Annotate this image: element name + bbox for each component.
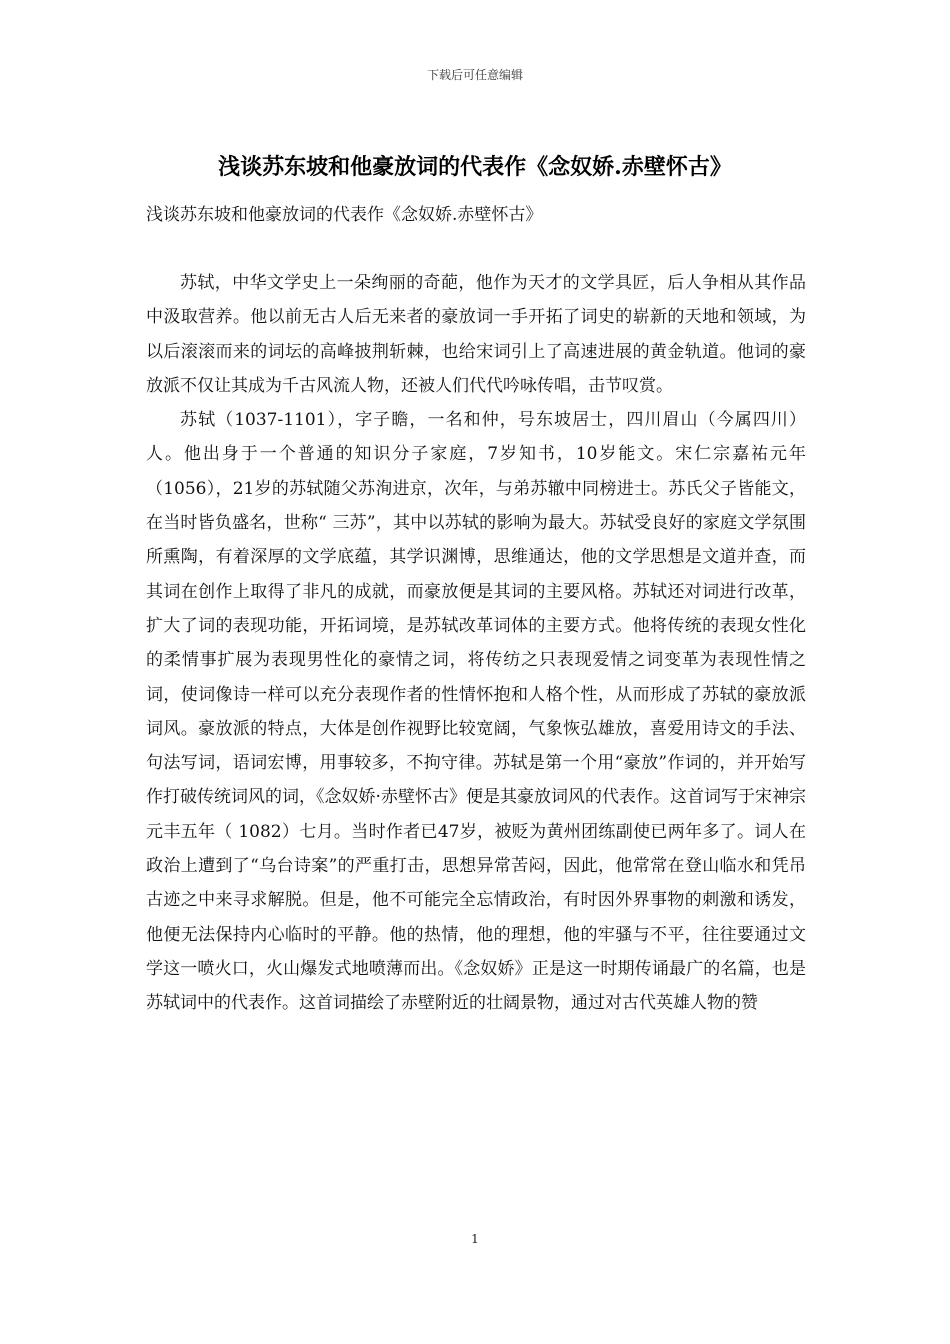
document-body [146, 266, 806, 1021]
document-subtitle: 浅谈苏东坡和他豪放词的代表作《念奴娇.赤壁怀古》 [146, 205, 543, 225]
page-number: 1 [471, 1232, 479, 1246]
paragraph-1: 苏轼，中华文学史上一朵绚丽的奇葩，他作为天才的文学具匠，后人争相从其作品中汲取营养。他以前无古人后无来者的豪放词一手开拓了词史的崭新的天地和领域，为以后滚滚而来的词坛的高峰披荆斩棘，也给宋词引上了高速进展的黄金轨道。他词的豪放派不仅让其成为千古风流人物，还被人们代代吟咏传唱，击节叹赏。 [146, 273, 806, 396]
document-title: 浅谈苏东坡和他豪放词的代表作《念奴娇.赤壁怀古》 [218, 154, 732, 180]
header-note: 下载后可任意编辑 [426, 68, 523, 82]
paragraph-2: 苏轼（1037-1101），字子瞻，一名和仲，号东坡居士，四川眉山（今属四川）人。他出身于一个普通的知识分子家庭，7岁知书，10岁能文。宋仁宗嘉祐元年（1056），21岁的苏轼随父苏洵进京，次年，与弟苏辙中同榜进士。苏氏父子皆能文，在当时皆负盛名，世称“ 三苏”，其中以苏轼的影响为最大。苏轼受良好的家庭文学氛围所熏陶，有着深厚的文学底蕴，其学识渊博，思维通达，他的文学思想是文道并查，而其词在创作上取得了非凡的成就，而豪放便是其词的主要风格。苏轼还对词进行改革，扩大了词的表现功能，开拓词境，是苏轼改革词体的主要方式。他将传统的表现女性化的柔情事扩展为表现男性化的豪情之词，将传纺之只表现爱情之词变革为表现性情之词，使词像诗一样可以充分表现作者的性情怀抱和人格个性，从而形成了苏轼的豪放派词风。豪放派的特点，大体是创作视野比较宽阔，气象恢弘雄放，喜爱用诗文的手法、句法写词，语词宏博，用事较多，不拘守律。苏轼是第一个用“豪放”作词的，并开始写作打破传统词风的词，《念奴娇·赤壁怀古》便是其豪放词风的代表作。这首词写于宋神宗元丰五年（ 1082）七月。当时作者已47岁，被贬为黄州团练副使已两年多了。词人在政治上遭到了“乌台诗案”的严重打击，思想异常苦闷，因此，他常常在登山临水和凭吊古迹之中来寻求解脱。但是，他不可能完全忘情政治，有时因外界事物的刺激和诱发，他便无法保持内心临时的平静。他的热情，他的理想，他的牢骚与不平，往往要通过文学这一喷火口，火山爆发式地喷薄而出。《念奴娇》正是这一时期传诵最广的名篇，也是苏轼词中的代表作。这首词描绘了赤壁附近的壮阔景物，通过对古代英雄人物的赞 [146, 410, 806, 1014]
